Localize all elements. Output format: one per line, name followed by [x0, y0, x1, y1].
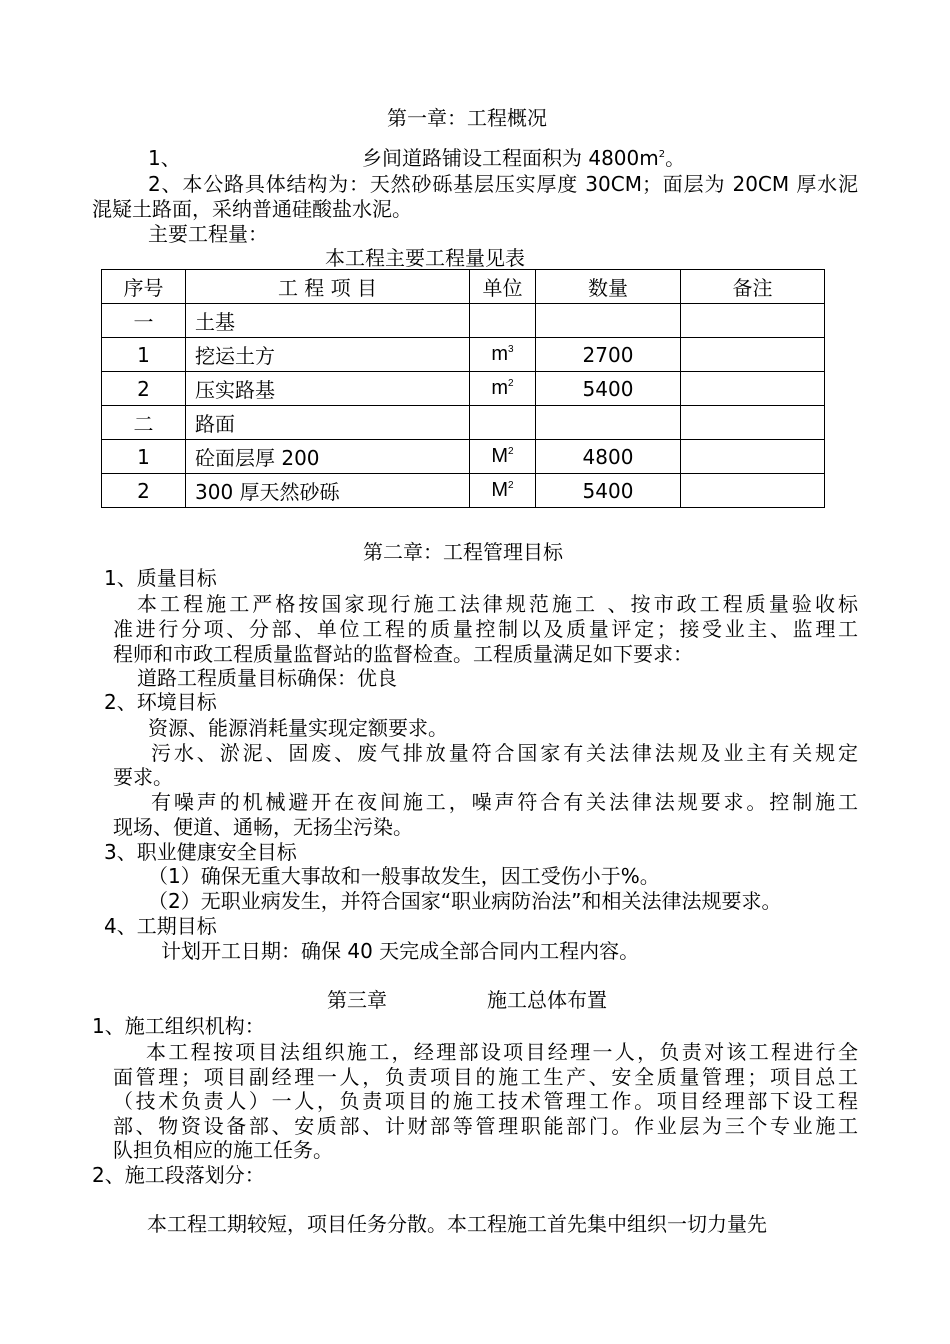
quality-paragraph-line-1: 本工程施工严格按国家现行施工法律规范施工 、按市政工程质量验收标 — [137, 592, 858, 616]
quantity-table — [101, 269, 825, 508]
environment-line-3: 要求。 — [113, 765, 173, 789]
cell-no: 一 — [102, 304, 186, 338]
cell-note — [681, 406, 825, 440]
cell-no: 二 — [102, 406, 186, 440]
cell-item: 挖运土方 — [186, 338, 470, 372]
header-note: 备注 — [681, 270, 825, 304]
table-row — [102, 372, 825, 406]
cell-note — [681, 474, 825, 508]
table-row — [102, 338, 825, 372]
table-header-row — [102, 270, 825, 304]
cell-no: 2 — [102, 372, 186, 406]
environment-line-4: 有噪声的机械避开在夜间施工，噪声符合有关法律法规要求。控制施工 — [151, 790, 858, 814]
header-quantity: 数量 — [536, 270, 681, 304]
item-1-number: 1、 — [148, 146, 181, 170]
quality-target: 道路工程质量目标确保：优良 — [137, 666, 397, 690]
organization-line-5: 队担负相应的施工任务。 — [113, 1138, 333, 1162]
section-environment-goal: 2、环境目标 — [104, 690, 217, 714]
cell-unit: $m^2$ — [470, 372, 536, 406]
cell-quantity — [536, 406, 681, 440]
item-2-line-1: 2、本公路具体结构为：天然砂砾基层压实厚度 30CM；面层为 20CM 厚水泥 — [148, 172, 858, 196]
chapter-1-title: 第一章：工程概况 — [387, 106, 547, 130]
cell-unit: $m^3$ — [470, 338, 536, 372]
organization-line-3: （技术负责人）一人，负责项目的施工技术管理工作。项目经理部下设工程 — [113, 1089, 858, 1113]
cell-item: 压实路基 — [186, 372, 470, 406]
section-segmentation: 2、施工段落划分： — [92, 1163, 265, 1187]
cell-no: 1 — [102, 440, 186, 474]
item-1-text: 乡间道路铺设工程面积为 $4800m^2$。 — [362, 146, 686, 170]
cell-unit: $M^2$ — [470, 440, 536, 474]
environment-line-2: 污水、淤泥、固废、废气排放量符合国家有关法律法规及业主有关规定 — [151, 741, 858, 765]
organization-line-1: 本工程按项目法组织施工，经理部设项目经理一人，负责对该工程进行全 — [146, 1040, 858, 1064]
cell-no: 1 — [102, 338, 186, 372]
cell-quantity: 4800 — [536, 440, 681, 474]
table-row — [102, 406, 825, 440]
cell-note — [681, 372, 825, 406]
section-organization: 1、施工组织机构： — [92, 1014, 265, 1038]
environment-line-1: 资源、能源消耗量实现定额要求。 — [148, 716, 448, 740]
cell-unit — [470, 304, 536, 338]
cell-note — [681, 338, 825, 372]
segmentation-line-1: 本工程工期较短，项目任务分散。本工程施工首先集中组织一切力量先 — [147, 1212, 767, 1236]
table-row — [102, 440, 825, 474]
cell-item: 300 厚天然砂砾 — [186, 474, 470, 508]
environment-line-5: 现场、便道、通畅，无扬尘污染。 — [113, 815, 413, 839]
cell-no: 2 — [102, 474, 186, 508]
schedule-line-1: 计划开工日期：确保 40 天完成全部合同内工程内容。 — [161, 939, 640, 963]
table-title: 本工程主要工程量见表 — [325, 246, 525, 270]
header-no: 序号 — [102, 270, 186, 304]
item-2-line-2: 混疑土路面，采纳普通硅酸盐水泥。 — [92, 197, 412, 221]
chapter-2-title: 第二章：工程管理目标 — [363, 540, 563, 564]
section-schedule-goal: 4、工期目标 — [104, 914, 217, 938]
quality-paragraph-line-3: 程师和市政工程质量监督站的监督检查。工程质量满足如下要求： — [113, 642, 693, 666]
cell-quantity: 5400 — [536, 474, 681, 508]
chapter-3-title-text: 施工总体布置 — [487, 988, 607, 1012]
chapter-3-title-number: 第三章 — [327, 988, 387, 1012]
cell-item: 路面 — [186, 406, 470, 440]
cell-unit — [470, 406, 536, 440]
cell-item: 土基 — [186, 304, 470, 338]
header-unit: 单位 — [470, 270, 536, 304]
section-safety-goal: 3、职业健康安全目标 — [104, 840, 297, 864]
cell-quantity: 2700 — [536, 338, 681, 372]
table-row — [102, 474, 825, 508]
cell-item: 砼面层厚 200 — [186, 440, 470, 474]
organization-line-2: 面管理；项目副经理一人，负责项目的施工生产、安全质量管理；项目总工 — [113, 1065, 858, 1089]
safety-line-1: （1）确保无重大事故和一般事故发生，因工受伤小于%。 — [148, 864, 660, 888]
cell-quantity: 5400 — [536, 372, 681, 406]
header-item: 工 程 项 目 — [186, 270, 470, 304]
cell-quantity — [536, 304, 681, 338]
cell-unit: $M^2$ — [470, 474, 536, 508]
quality-paragraph-line-2: 准进行分项、分部、单位工程的质量控制以及质量评定；接受业主、监理工 — [113, 617, 858, 641]
safety-line-2: （2）无职业病发生，并符合国家“职业病防治法”和相关法律法规要求。 — [148, 889, 782, 913]
section-quality-goal: 1、质量目标 — [104, 566, 217, 590]
main-quantity-label: 主要工程量： — [148, 222, 268, 246]
cell-note — [681, 440, 825, 474]
organization-line-4: 部、物资设备部、安质部、计财部等管理职能部门。作业层为三个专业施工 — [113, 1114, 858, 1138]
cell-note — [681, 304, 825, 338]
table-row — [102, 304, 825, 338]
